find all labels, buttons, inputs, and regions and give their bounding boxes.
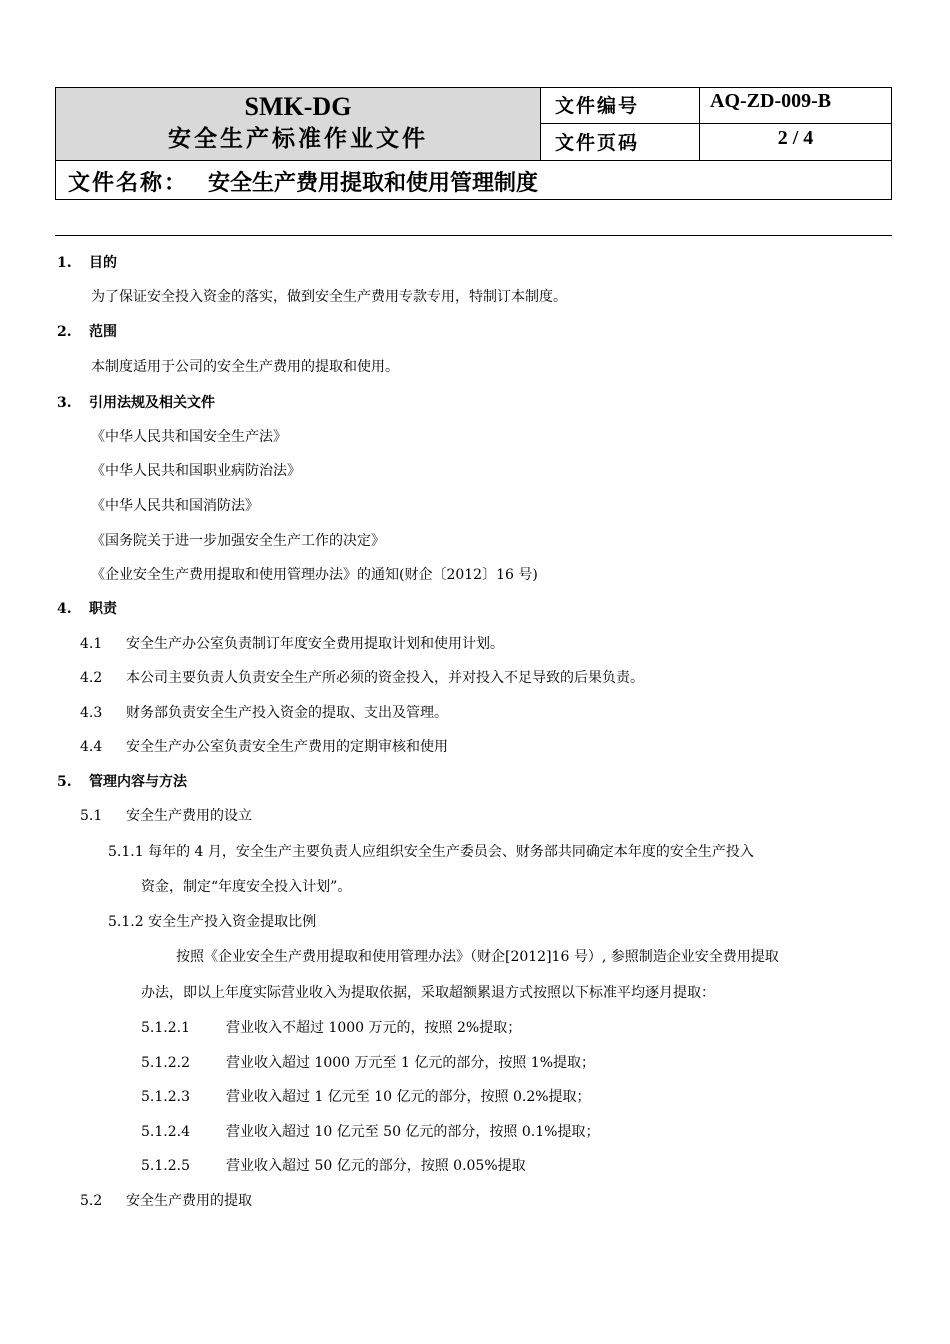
section-heading-2: [57, 322, 117, 342]
item-number: 5.1.2.3: [141, 1089, 190, 1105]
rate-item: [141, 1018, 521, 1038]
reference-item: 《国务院关于进一步加强安全生产工作的决定》: [91, 533, 385, 549]
section-number: 4.: [57, 601, 72, 617]
paragraph: 为了保证安全投入资金的落实，做到安全生产费用专款专用，特制订本制度。: [91, 289, 567, 305]
reference-item: 《中华人民共和国消防法》: [91, 498, 259, 514]
section-heading-3: [57, 393, 215, 413]
paragraph: 资金，制定“年度安全投入计划”。: [141, 879, 352, 895]
item-number: 5.1.2.2: [141, 1055, 190, 1071]
document-header-table: [55, 87, 892, 200]
item-number: 5.1.2.4: [141, 1124, 190, 1140]
section-heading-1: [57, 253, 117, 273]
item-number: 5.1: [80, 808, 103, 824]
duty-item: [80, 737, 448, 757]
document-name-label: 文件名称：: [68, 170, 189, 196]
item-text: 财务部负责安全生产投入资金的提取、支出及管理。: [126, 705, 448, 721]
item-number: 5.2: [80, 1193, 103, 1209]
item-text: 安全生产办公室负责安全生产费用的定期审核和使用: [126, 739, 448, 755]
item-text: 营业收入超过 1 亿元至 10 亿元的部分，按照 0.2%提取；: [226, 1089, 591, 1105]
section-number: 5.: [57, 774, 72, 790]
item-number: 4.1: [80, 636, 103, 652]
section-number: 1.: [57, 255, 72, 271]
rate-item: [141, 1087, 591, 1107]
section-title: 目的: [89, 255, 117, 271]
section-title: 职责: [89, 601, 117, 617]
page-number-value: 2 / 4: [700, 124, 891, 161]
section-number: 3.: [57, 395, 72, 411]
brand-code: SMK-DG: [244, 92, 352, 121]
rate-item: [141, 1053, 595, 1073]
paragraph: 按照《企业安全生产费用提取和使用管理办法》（财企[2012]16 号）, 参照制造企业安全费用提取: [176, 949, 779, 965]
section-heading-4: [57, 599, 117, 619]
reference-item: 《企业安全生产费用提取和使用管理办法》的通知(财企〔2012〕16 号): [91, 567, 538, 583]
item-text: 安全生产办公室负责制订年度安全费用提取计划和使用计划。: [126, 636, 504, 652]
duty-item: [80, 668, 644, 688]
subsection-heading-5-2: [80, 1191, 252, 1211]
item-number: 4.3: [80, 705, 103, 721]
reference-item: 《中华人民共和国安全生产法》: [91, 429, 287, 445]
item-number: 4.2: [80, 670, 103, 686]
item-number: 5.1.2.1: [141, 1020, 190, 1036]
section-title: 引用法规及相关文件: [89, 395, 215, 411]
subsection-heading-5-1-2: 5.1.2 安全生产投入资金提取比例: [108, 914, 317, 930]
page-number-label: 文件页码: [541, 124, 700, 161]
item-text: 安全生产费用的提取: [126, 1193, 252, 1209]
section-number: 2.: [57, 324, 72, 340]
rate-item: [141, 1156, 526, 1176]
brand-subtitle: 安全生产标准作业文件: [168, 125, 428, 152]
item-text: 营业收入超过 1000 万元至 1 亿元的部分，按照 1%提取；: [226, 1055, 595, 1071]
item-text: 营业收入不超过 1000 万元的，按照 2%提取；: [226, 1020, 522, 1036]
subsection-heading-5-1: [80, 806, 252, 826]
brand-cell: [56, 88, 541, 161]
doc-number-value: AQ-ZD-009-B: [700, 88, 891, 124]
item-text: 营业收入超过 50 亿元的部分，按照 0.05%提取: [226, 1158, 526, 1174]
section-title: 管理内容与方法: [89, 774, 187, 790]
doc-number-label: 文件编号: [541, 88, 700, 124]
section-title: 范围: [89, 324, 117, 340]
paragraph: 5.1.1 每年的 4 月，安全生产主要负责人应组织安全生产委员会、财务部共同确定本年度的安全生产投入: [108, 844, 754, 860]
document-name-value: 安全生产费用提取和使用管理制度: [208, 170, 539, 196]
paragraph: 办法，即以上年度实际营业收入为提取依据，采取超额累退方式按照以下标准平均逐月提取：: [141, 985, 715, 1001]
reference-item: 《中华人民共和国职业病防治法》: [91, 463, 301, 479]
document-name-row: [56, 161, 891, 199]
header-divider: [55, 235, 892, 236]
item-number: 5.1.2.5: [141, 1158, 190, 1174]
paragraph: 本制度适用于公司的安全生产费用的提取和使用。: [91, 359, 399, 375]
rate-item: [141, 1122, 599, 1142]
item-text: 营业收入超过 10 亿元至 50 亿元的部分，按照 0.1%提取；: [226, 1124, 600, 1140]
section-heading-5: [57, 772, 187, 792]
duty-item: [80, 634, 504, 654]
duty-item: [80, 703, 448, 723]
item-number: 4.4: [80, 739, 103, 755]
item-text: 安全生产费用的设立: [126, 808, 252, 824]
item-text: 本公司主要负责人负责安全生产所必须的资金投入，并对投入不足导致的后果负责。: [126, 670, 644, 686]
